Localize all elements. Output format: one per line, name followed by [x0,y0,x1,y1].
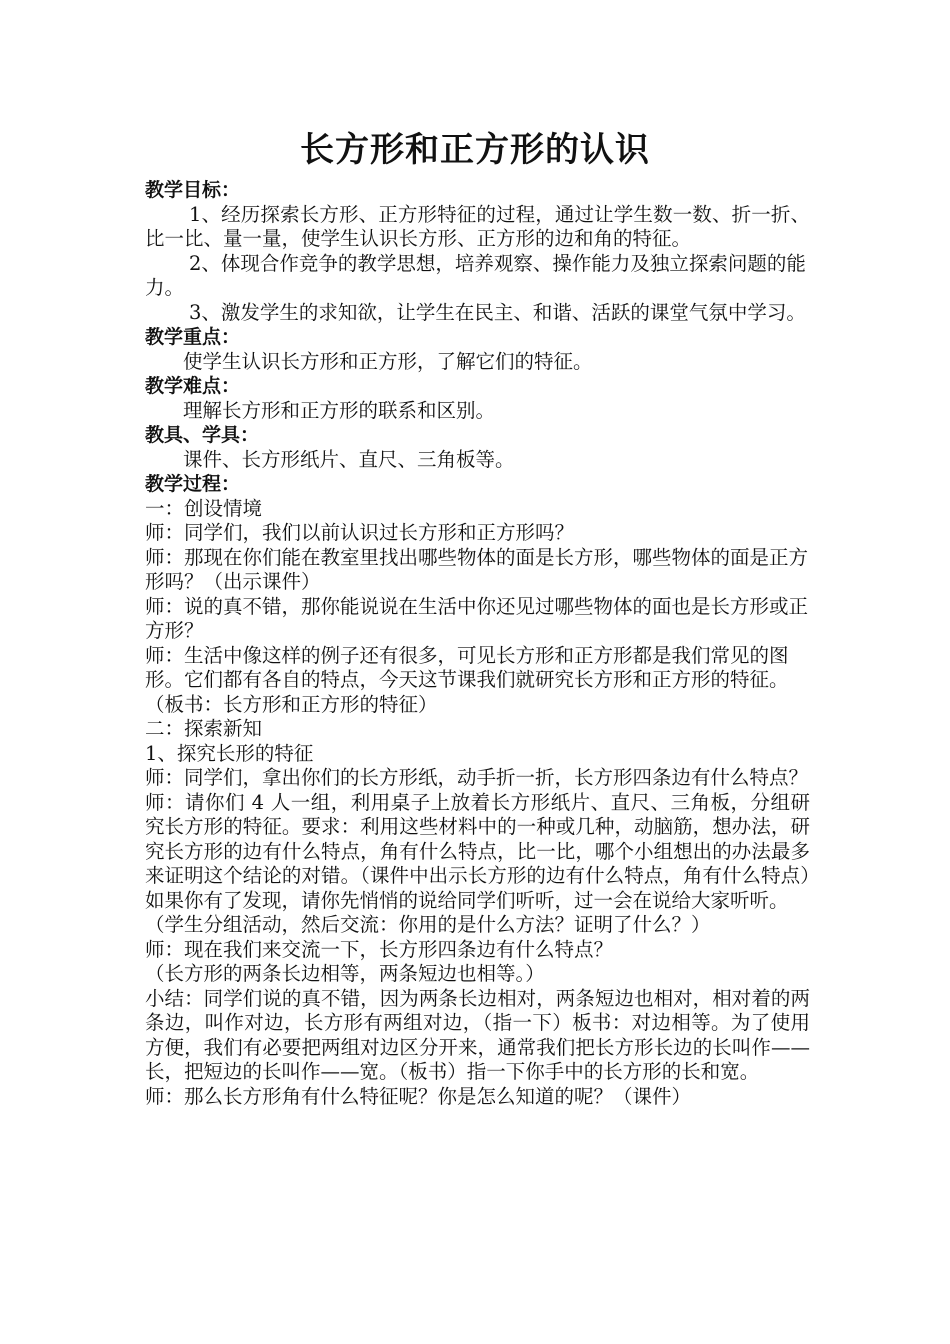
goal-item-2: 2、体现合作竞争的教学思想，培养观察、操作能力及独立探索问题的能力。 [145,251,806,299]
document-title: 长方形和正方形的认识 [300,130,650,170]
process-paragraph: （长方形的两条长边相等，两条短边也相等。） [145,962,545,985]
goal-item-3: 3、激发学生的求知欲，让学生在民主、和谐、活跃的课堂气氛中学习。 [189,300,806,324]
tools-text: 课件、长方形纸片、直尺、三角板等。 [183,447,515,471]
process-paragraph: 师：现在我们来交流一下，长方形四条边有什么特点？ [145,937,614,961]
difficulty-text: 理解长方形和正方形的联系和区别。 [183,398,496,422]
process-paragraph: 二：探索新知 [145,717,263,740]
process-paragraph: 师：那么长方形角有什么特征呢？你是怎么知道的呢？（课件） [145,1084,692,1108]
process-paragraph: 师：生活中像这样的例子还有很多，可见长方形和正方形都是我们常见的图形。它们都有各自的特点，今天这节课我们就研究长方形和正方形的特征。（板书：长方形和正方形的特征） [145,643,789,716]
process-paragraph: 师：那现在你们能在教室里找出哪些物体的面是长方形，哪些物体的面是正方形吗？（出示课件） [145,545,809,593]
process-paragraph: （学生分组活动，然后交流：你用的是什么方法？证明了什么？） [145,913,711,936]
difficulty-heading: 教学难点： [145,375,241,397]
process-paragraph: 1、探究长形的特征 [145,741,314,765]
process-paragraph: 一：创设情境 [145,496,263,520]
process-heading: 教学过程： [145,473,241,495]
key-point-heading: 教学重点： [145,326,241,348]
tools-heading: 教具、学具： [145,424,260,446]
document-body [145,178,810,1109]
key-point-text: 使学生认识长方形和正方形，了解它们的特征。 [183,349,593,373]
goals-heading: 教学目标： [145,179,241,201]
goal-item-1: 1、经历探索长方形、正方形特征的过程，通过让学生数一数、折一折、比一比、量一量，使学生认识长方形、正方形的边和角的特征。 [145,202,810,250]
process-paragraph: 师：同学们，我们以前认识过长方形和正方形吗？ [145,521,575,544]
process-paragraph: 师：说的真不错，那你能说说在生活中你还见过哪些物体的面也是长方形或正方形？ [145,594,809,642]
process-paragraph: 师：同学们，拿出你们的长方形纸，动手折一折，长方形四条边有什么特点？ [145,766,809,789]
process-paragraph: 师：请你们 4 人一组，利用桌子上放着长方形纸片、直尺、三角板，分组研究长方形的特征。要求：利用这些材料中的一种或几种，动脑筋，想办法，研究长方形的边有什么特点，角有什么特点，比一比，哪个小组想出的办法最多来证明这个结论的对错。（课件中出示长方形的边有什么特点，角有什么特点）如果你有了发现，请你先悄悄的说给同学们听听，过一会在说给大家听听。 [145,790,810,912]
process-paragraph: 小结：同学们说的真不错，因为两条长边相对，两条短边也相对，相对着的两条边，叫作对边，长方形有两组对边，（指一下）板书：对边相等。为了使用方便，我们有必要把两组对边区分开来，通常我们把长方形长边的长叫作——长，把短边的长叫作——宽。（板书）指一下你手中的长方形的长和宽。 [145,986,810,1083]
